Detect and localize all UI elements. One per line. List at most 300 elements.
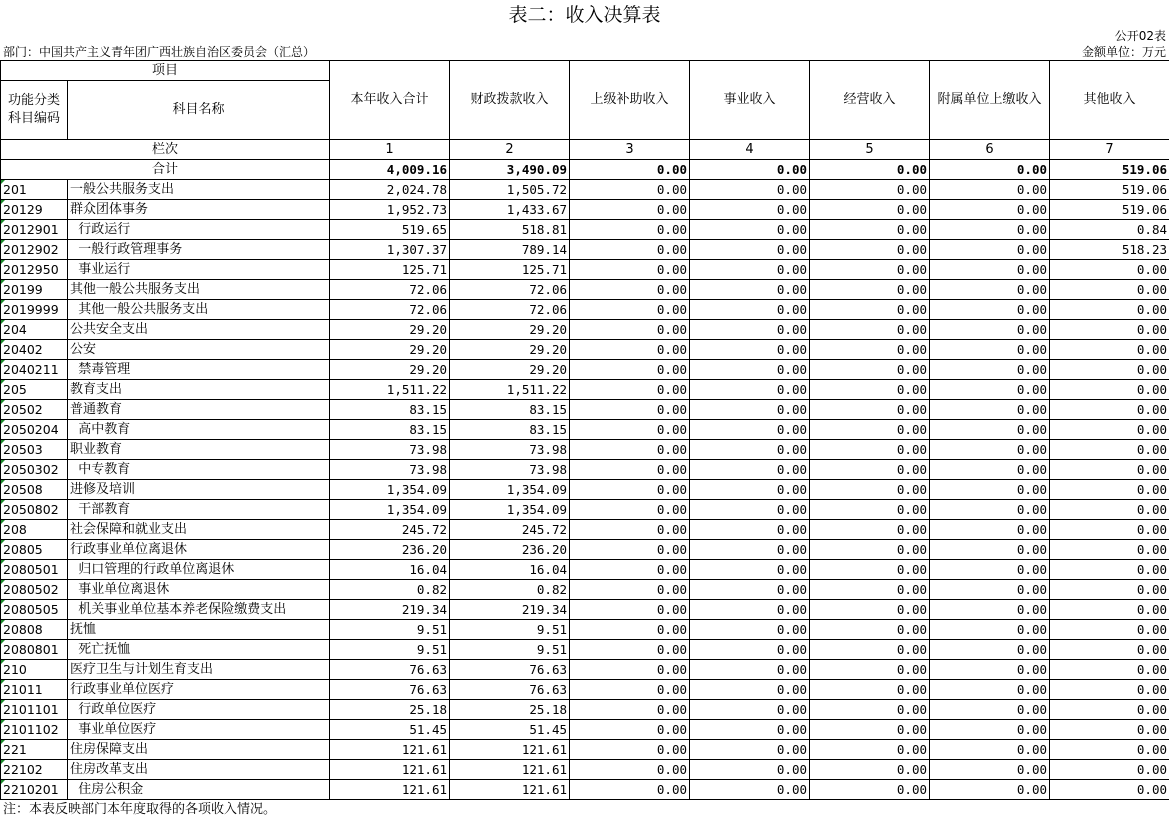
amount-cell: 0.00 — [690, 400, 810, 420]
amount-cell: 0.00 — [1050, 740, 1169, 760]
func-code-cell: 2050204 — [1, 420, 68, 440]
amount-cell: 0.00 — [690, 200, 810, 220]
amount-cell: 0.00 — [1050, 380, 1169, 400]
subject-name-cell: 事业单位医疗 — [68, 720, 330, 740]
amount-cell: 29.20 — [450, 360, 570, 380]
column-number: 7 — [1050, 140, 1169, 160]
amount-cell: 0.00 — [570, 660, 690, 680]
func-code-cell: 20805 — [1, 540, 68, 560]
table-row — [1, 340, 1169, 360]
func-code-cell: 2101102 — [1, 720, 68, 740]
column-number: 6 — [930, 140, 1050, 160]
table-row — [1, 520, 1169, 540]
amount-cell: 0.00 — [810, 620, 930, 640]
amount-cell: 0.00 — [810, 480, 930, 500]
amount-cell: 1,511.22 — [330, 380, 450, 400]
amount-cell: 9.51 — [330, 620, 450, 640]
amount-cell: 0.00 — [1050, 780, 1169, 800]
amount-cell: 0.00 — [810, 640, 930, 660]
amount-cell: 1,952.73 — [330, 200, 450, 220]
table-row — [1, 180, 1169, 200]
amount-cell: 0.00 — [1050, 300, 1169, 320]
amount-cell: 0.00 — [690, 440, 810, 460]
subject-name-cell: 事业运行 — [68, 260, 330, 280]
amount-cell: 29.20 — [450, 320, 570, 340]
amount-cell: 125.71 — [450, 260, 570, 280]
func-code-cell: 2210201 — [1, 780, 68, 800]
amount-cell: 0.00 — [570, 200, 690, 220]
amount-cell: 0.00 — [690, 680, 810, 700]
total-cell: 0.00 — [690, 160, 810, 180]
func-code-cell: 2080501 — [1, 560, 68, 580]
column-number: 1 — [330, 140, 450, 160]
amount-cell: 0.00 — [810, 580, 930, 600]
amount-cell: 0.00 — [570, 540, 690, 560]
amount-unit-label: 金额单位：万元 — [1081, 45, 1166, 59]
amount-cell: 0.00 — [1050, 420, 1169, 440]
amount-cell: 51.45 — [330, 720, 450, 740]
func-code-cell: 210 — [1, 660, 68, 680]
amount-cell: 0.00 — [570, 440, 690, 460]
table-row — [1, 640, 1169, 660]
subject-name-cell: 事业单位离退休 — [68, 580, 330, 600]
amount-cell: 0.00 — [690, 280, 810, 300]
amount-cell: 1,354.09 — [330, 500, 450, 520]
amount-cell: 0.00 — [810, 200, 930, 220]
func-code-cell: 2012901 — [1, 220, 68, 240]
header-col-business: 事业收入 — [690, 61, 810, 140]
table-row — [1, 280, 1169, 300]
amount-cell: 0.00 — [1050, 640, 1169, 660]
table-row — [1, 540, 1169, 560]
amount-cell: 0.00 — [930, 500, 1050, 520]
amount-cell: 72.06 — [450, 300, 570, 320]
amount-cell: 0.00 — [1050, 460, 1169, 480]
amount-cell: 72.06 — [330, 280, 450, 300]
amount-cell: 0.00 — [1050, 580, 1169, 600]
amount-cell: 0.84 — [1050, 220, 1169, 240]
amount-cell: 0.00 — [930, 280, 1050, 300]
amount-cell: 0.00 — [810, 700, 930, 720]
table-row — [1, 580, 1169, 600]
amount-cell: 0.00 — [690, 220, 810, 240]
amount-cell: 0.00 — [810, 280, 930, 300]
func-code-cell: 2050302 — [1, 460, 68, 480]
amount-cell: 0.00 — [930, 440, 1050, 460]
subject-name-cell: 群众团体事务 — [68, 200, 330, 220]
amount-cell: 0.00 — [930, 640, 1050, 660]
func-code-cell: 2050802 — [1, 500, 68, 520]
subject-name-cell: 中专教育 — [68, 460, 330, 480]
amount-cell: 0.00 — [690, 540, 810, 560]
amount-cell: 219.34 — [450, 600, 570, 620]
func-code-cell: 205 — [1, 380, 68, 400]
amount-cell: 0.00 — [570, 700, 690, 720]
amount-cell: 0.00 — [570, 240, 690, 260]
table-row — [1, 780, 1169, 800]
amount-cell: 0.00 — [690, 740, 810, 760]
amount-cell: 0.00 — [1050, 540, 1169, 560]
amount-cell: 0.00 — [810, 420, 930, 440]
amount-cell: 0.00 — [930, 200, 1050, 220]
total-cell: 0.00 — [570, 160, 690, 180]
amount-cell: 0.00 — [930, 700, 1050, 720]
amount-cell: 0.00 — [810, 460, 930, 480]
amount-cell: 0.00 — [930, 480, 1050, 500]
amount-cell: 0.00 — [930, 520, 1050, 540]
subject-name-cell: 进修及培训 — [68, 480, 330, 500]
func-code-cell: 2080502 — [1, 580, 68, 600]
header-col-total: 本年收入合计 — [330, 61, 450, 140]
func-code-cell: 208 — [1, 520, 68, 540]
amount-cell: 0.00 — [570, 640, 690, 660]
amount-cell: 121.61 — [330, 780, 450, 800]
income-statement-table — [0, 60, 1169, 800]
amount-cell: 0.00 — [810, 740, 930, 760]
table-row — [1, 620, 1169, 640]
subject-name-cell: 干部教育 — [68, 500, 330, 520]
func-code-cell: 2080801 — [1, 640, 68, 660]
amount-cell: 0.00 — [690, 780, 810, 800]
table-row — [1, 660, 1169, 680]
amount-cell: 83.15 — [450, 400, 570, 420]
amount-cell: 0.00 — [570, 360, 690, 380]
table-row — [1, 480, 1169, 500]
amount-cell: 73.98 — [450, 440, 570, 460]
amount-cell: 0.00 — [570, 520, 690, 540]
total-row — [1, 160, 1169, 180]
amount-cell: 0.00 — [690, 380, 810, 400]
amount-cell: 236.20 — [330, 540, 450, 560]
amount-cell: 0.00 — [1050, 480, 1169, 500]
amount-cell: 1,354.09 — [330, 480, 450, 500]
subject-name-cell: 公安 — [68, 340, 330, 360]
amount-cell: 0.00 — [570, 720, 690, 740]
amount-cell: 0.00 — [570, 780, 690, 800]
func-code-cell: 20502 — [1, 400, 68, 420]
header-row-item — [1, 61, 1169, 81]
amount-cell: 0.00 — [810, 500, 930, 520]
amount-cell: 236.20 — [450, 540, 570, 560]
func-code-cell: 21011 — [1, 680, 68, 700]
amount-cell: 29.20 — [330, 360, 450, 380]
amount-cell: 0.00 — [810, 220, 930, 240]
table-row — [1, 700, 1169, 720]
amount-cell: 0.00 — [810, 360, 930, 380]
amount-cell: 0.00 — [810, 520, 930, 540]
amount-cell: 0.00 — [690, 340, 810, 360]
amount-cell: 0.00 — [690, 600, 810, 620]
amount-cell: 0.00 — [570, 220, 690, 240]
amount-cell: 0.00 — [810, 760, 930, 780]
amount-cell: 519.65 — [330, 220, 450, 240]
amount-cell: 0.00 — [1050, 400, 1169, 420]
amount-cell: 0.82 — [330, 580, 450, 600]
subject-name-cell: 禁毒管理 — [68, 360, 330, 380]
table-row — [1, 420, 1169, 440]
func-code-cell: 20199 — [1, 280, 68, 300]
amount-cell: 0.00 — [930, 760, 1050, 780]
total-cell: 0.00 — [810, 160, 930, 180]
amount-cell: 0.00 — [1050, 340, 1169, 360]
amount-cell: 1,511.22 — [450, 380, 570, 400]
amount-cell: 0.00 — [570, 480, 690, 500]
table-row — [1, 680, 1169, 700]
amount-cell: 125.71 — [330, 260, 450, 280]
amount-cell: 0.00 — [570, 460, 690, 480]
amount-cell: 0.00 — [930, 660, 1050, 680]
header-col-operating: 经营收入 — [810, 61, 930, 140]
amount-cell: 0.00 — [810, 400, 930, 420]
total-cell: 519.06 — [1050, 160, 1169, 180]
amount-cell: 121.61 — [330, 740, 450, 760]
amount-cell: 0.00 — [810, 340, 930, 360]
amount-cell: 1,354.09 — [450, 500, 570, 520]
subject-name-cell: 一般行政管理事务 — [68, 240, 330, 260]
table-title: 表二：收入决算表 — [508, 4, 661, 26]
amount-cell: 76.63 — [450, 680, 570, 700]
amount-cell: 121.61 — [450, 760, 570, 780]
amount-cell: 0.00 — [1050, 500, 1169, 520]
amount-cell: 0.00 — [1050, 520, 1169, 540]
amount-cell: 0.00 — [690, 180, 810, 200]
amount-cell: 0.00 — [810, 300, 930, 320]
subject-name-cell: 其他一般公共服务支出 — [68, 280, 330, 300]
amount-cell: 25.18 — [330, 700, 450, 720]
func-code-cell: 2012902 — [1, 240, 68, 260]
amount-cell: 73.98 — [330, 440, 450, 460]
amount-cell: 0.00 — [930, 680, 1050, 700]
table-row — [1, 460, 1169, 480]
table-row — [1, 320, 1169, 340]
amount-cell: 9.51 — [450, 620, 570, 640]
header-item: 项目 — [1, 61, 330, 81]
amount-cell: 0.00 — [570, 180, 690, 200]
amount-cell: 76.63 — [330, 680, 450, 700]
amount-cell: 0.00 — [570, 320, 690, 340]
column-number: 5 — [810, 140, 930, 160]
table-row — [1, 600, 1169, 620]
amount-cell: 1,354.09 — [450, 480, 570, 500]
amount-cell: 0.82 — [450, 580, 570, 600]
amount-cell: 0.00 — [570, 680, 690, 700]
header-func-code: 功能分类科目编码 — [1, 81, 68, 140]
amount-cell: 0.00 — [690, 580, 810, 600]
amount-cell: 0.00 — [810, 540, 930, 560]
subject-name-cell: 普通教育 — [68, 400, 330, 420]
amount-cell: 0.00 — [1050, 700, 1169, 720]
func-code-cell: 20808 — [1, 620, 68, 640]
amount-cell: 16.04 — [330, 560, 450, 580]
func-code-cell: 201 — [1, 180, 68, 200]
table-row — [1, 740, 1169, 760]
amount-cell: 2,024.78 — [330, 180, 450, 200]
amount-cell: 0.00 — [690, 560, 810, 580]
header-col-fiscal: 财政拨款收入 — [450, 61, 570, 140]
subject-name-cell: 其他一般公共服务支出 — [68, 300, 330, 320]
subject-name-cell: 行政运行 — [68, 220, 330, 240]
amount-cell: 0.00 — [690, 320, 810, 340]
table-row — [1, 240, 1169, 260]
amount-cell: 0.00 — [690, 360, 810, 380]
func-code-cell: 20503 — [1, 440, 68, 460]
amount-cell: 72.06 — [450, 280, 570, 300]
amount-cell: 0.00 — [690, 460, 810, 480]
amount-cell: 0.00 — [570, 580, 690, 600]
column-order-label: 栏次 — [1, 140, 330, 160]
func-code-cell: 22102 — [1, 760, 68, 780]
amount-cell: 0.00 — [570, 380, 690, 400]
footnote: 注：本表反映部门本年度取得的各项收入情况。 — [3, 802, 277, 817]
amount-cell: 0.00 — [1050, 620, 1169, 640]
amount-cell: 0.00 — [570, 600, 690, 620]
amount-cell: 0.00 — [570, 280, 690, 300]
func-code-cell: 2012950 — [1, 260, 68, 280]
amount-cell: 1,307.37 — [330, 240, 450, 260]
amount-cell: 73.98 — [330, 460, 450, 480]
func-code-cell: 2101101 — [1, 700, 68, 720]
amount-cell: 0.00 — [930, 400, 1050, 420]
func-code-cell: 20129 — [1, 200, 68, 220]
func-code-cell: 204 — [1, 320, 68, 340]
amount-cell: 0.00 — [570, 420, 690, 440]
func-code-cell: 20508 — [1, 480, 68, 500]
subject-name-cell: 机关事业单位基本养老保险缴费支出 — [68, 600, 330, 620]
total-cell: 3,490.09 — [450, 160, 570, 180]
subject-name-cell: 医疗卫生与计划生育支出 — [68, 660, 330, 680]
subject-name-cell: 一般公共服务支出 — [68, 180, 330, 200]
subject-name-cell: 住房改革支出 — [68, 760, 330, 780]
header-col-superior-subsidy: 上级补助收入 — [570, 61, 690, 140]
amount-cell: 0.00 — [1050, 560, 1169, 580]
subject-name-cell: 公共安全支出 — [68, 320, 330, 340]
amount-cell: 0.00 — [690, 620, 810, 640]
amount-cell: 0.00 — [570, 400, 690, 420]
amount-cell: 0.00 — [930, 720, 1050, 740]
header-col-affiliated: 附属单位上缴收入 — [930, 61, 1050, 140]
amount-cell: 518.23 — [1050, 240, 1169, 260]
amount-cell: 0.00 — [930, 260, 1050, 280]
amount-cell: 0.00 — [1050, 320, 1169, 340]
table-row — [1, 400, 1169, 420]
amount-cell: 83.15 — [330, 400, 450, 420]
amount-cell: 245.72 — [330, 520, 450, 540]
amount-cell: 0.00 — [1050, 260, 1169, 280]
amount-cell: 76.63 — [330, 660, 450, 680]
amount-cell: 0.00 — [930, 240, 1050, 260]
amount-cell: 83.15 — [450, 420, 570, 440]
amount-cell: 0.00 — [930, 540, 1050, 560]
table-row — [1, 200, 1169, 220]
amount-cell: 0.00 — [930, 220, 1050, 240]
subject-name-cell: 住房公积金 — [68, 780, 330, 800]
subject-name-cell: 社会保障和就业支出 — [68, 520, 330, 540]
amount-cell: 121.61 — [330, 760, 450, 780]
func-code-cell: 2019999 — [1, 300, 68, 320]
subject-name-cell: 职业教育 — [68, 440, 330, 460]
table-row — [1, 440, 1169, 460]
total-cell: 0.00 — [930, 160, 1050, 180]
amount-cell: 76.63 — [450, 660, 570, 680]
amount-cell: 0.00 — [930, 340, 1050, 360]
amount-cell: 0.00 — [690, 420, 810, 440]
amount-cell: 0.00 — [810, 320, 930, 340]
amount-cell: 0.00 — [570, 300, 690, 320]
amount-cell: 0.00 — [810, 720, 930, 740]
amount-cell: 29.20 — [450, 340, 570, 360]
func-code-cell: 20402 — [1, 340, 68, 360]
amount-cell: 83.15 — [330, 420, 450, 440]
subject-name-cell: 抚恤 — [68, 620, 330, 640]
amount-cell: 518.81 — [450, 220, 570, 240]
table-row — [1, 760, 1169, 780]
amount-cell: 0.00 — [810, 240, 930, 260]
amount-cell: 0.00 — [930, 740, 1050, 760]
column-number: 3 — [570, 140, 690, 160]
amount-cell: 0.00 — [690, 660, 810, 680]
amount-cell: 9.51 — [330, 640, 450, 660]
amount-cell: 0.00 — [1050, 680, 1169, 700]
table-row — [1, 260, 1169, 280]
amount-cell: 0.00 — [1050, 760, 1169, 780]
amount-cell: 519.06 — [1050, 180, 1169, 200]
table-row — [1, 560, 1169, 580]
subject-name-cell: 归口管理的行政单位离退休 — [68, 560, 330, 580]
amount-cell: 0.00 — [690, 240, 810, 260]
total-label: 合计 — [1, 160, 330, 180]
amount-cell: 0.00 — [570, 500, 690, 520]
amount-cell: 0.00 — [810, 440, 930, 460]
amount-cell: 0.00 — [570, 340, 690, 360]
amount-cell: 0.00 — [810, 780, 930, 800]
subject-name-cell: 行政事业单位医疗 — [68, 680, 330, 700]
amount-cell: 0.00 — [1050, 600, 1169, 620]
form-number: 公开02表 — [1114, 29, 1166, 43]
amount-cell: 9.51 — [450, 640, 570, 660]
amount-cell: 121.61 — [450, 780, 570, 800]
amount-cell: 0.00 — [810, 260, 930, 280]
subject-name-cell: 高中教育 — [68, 420, 330, 440]
amount-cell: 72.06 — [330, 300, 450, 320]
amount-cell: 245.72 — [450, 520, 570, 540]
amount-cell: 0.00 — [690, 500, 810, 520]
column-number-row — [1, 140, 1169, 160]
amount-cell: 0.00 — [570, 560, 690, 580]
amount-cell: 0.00 — [690, 300, 810, 320]
amount-cell: 0.00 — [930, 600, 1050, 620]
amount-cell: 0.00 — [570, 260, 690, 280]
amount-cell: 219.34 — [330, 600, 450, 620]
amount-cell: 0.00 — [690, 480, 810, 500]
amount-cell: 29.20 — [330, 340, 450, 360]
subject-name-cell: 行政事业单位离退休 — [68, 540, 330, 560]
amount-cell: 0.00 — [930, 420, 1050, 440]
amount-cell: 0.00 — [810, 180, 930, 200]
amount-cell: 0.00 — [810, 560, 930, 580]
amount-cell: 1,505.72 — [450, 180, 570, 200]
amount-cell: 0.00 — [930, 780, 1050, 800]
amount-cell: 0.00 — [810, 600, 930, 620]
amount-cell: 25.18 — [450, 700, 570, 720]
amount-cell: 1,433.67 — [450, 200, 570, 220]
amount-cell: 0.00 — [1050, 660, 1169, 680]
amount-cell: 0.00 — [930, 180, 1050, 200]
amount-cell: 0.00 — [930, 460, 1050, 480]
amount-cell: 0.00 — [690, 720, 810, 740]
subject-name-cell: 住房保障支出 — [68, 740, 330, 760]
column-number: 4 — [690, 140, 810, 160]
amount-cell: 0.00 — [570, 620, 690, 640]
